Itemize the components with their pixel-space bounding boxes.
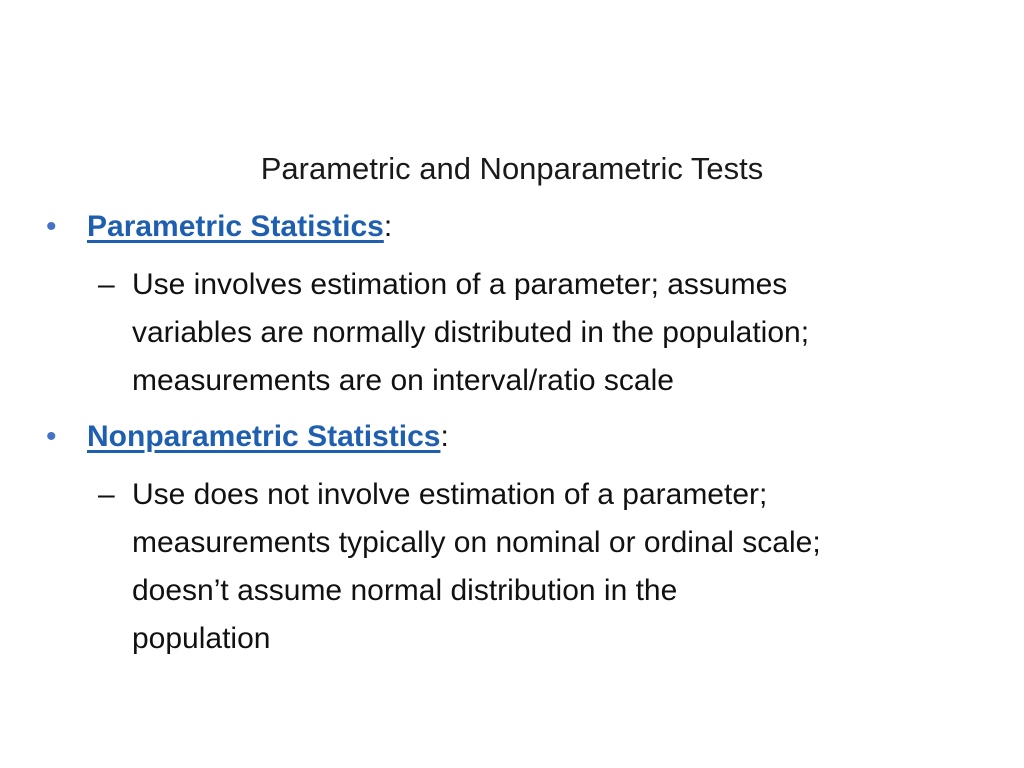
slide-title: Parametric and Nonparametric Tests bbox=[260, 151, 764, 186]
parametric-statistics-link[interactable]: Parametric Statistics bbox=[87, 210, 384, 243]
bullet-text bbox=[87, 413, 449, 461]
detail-line: doesn’t assume normal distribution in the bbox=[132, 574, 678, 607]
detail-line: variables are normally distributed in the population; bbox=[132, 316, 810, 349]
dash-icon: – bbox=[98, 268, 115, 301]
bullet-dot-icon: • bbox=[46, 210, 57, 243]
detail-line: Use involves estimation of a parameter; assumes bbox=[132, 268, 788, 301]
detail-line: population bbox=[132, 622, 271, 655]
bullet-dot-icon: • bbox=[46, 420, 57, 453]
dash-icon: – bbox=[98, 478, 115, 511]
heading-colon: : bbox=[383, 210, 393, 243]
detail-line: measurements are on interval/ratio scale bbox=[132, 364, 674, 397]
bullet-text bbox=[87, 203, 392, 251]
nonparametric-statistics-link[interactable]: Nonparametric Statistics bbox=[87, 420, 441, 453]
detail-line: measurements typically on nominal or ordinal scale; bbox=[132, 526, 821, 559]
detail-line: Use does not involve estimation of a parameter; bbox=[132, 478, 768, 511]
heading-colon: : bbox=[440, 420, 449, 453]
